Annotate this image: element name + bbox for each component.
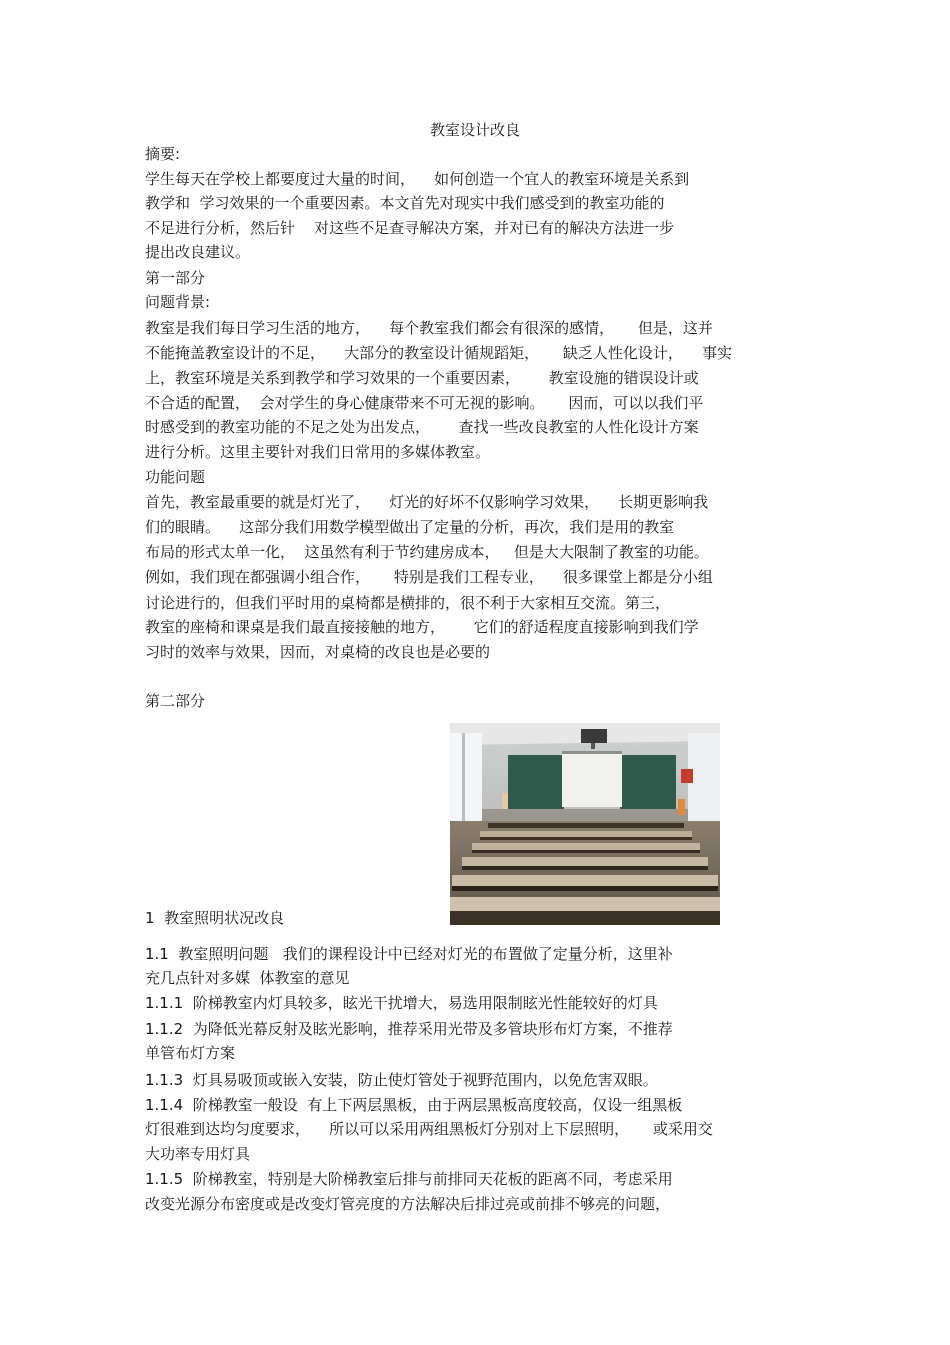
background-line: 时感受到的教室功能的不足之处为出发点， 查找一些改良教室的人性化设计方案: [145, 418, 699, 436]
section-line: 1.1 教室照明问题 我们的课程设计中已经对灯光的布置做了定量分析，这里补: [145, 945, 673, 963]
section-line: 充几点针对多媒 体教室的意见: [145, 969, 350, 987]
section-line: 1.1.3 灯具易吸顶或嵌入安装，防止使灯管处于视野范围内，以免危害双眼。: [145, 1071, 658, 1089]
section-line: 1.1.1 阶梯教室内灯具较多，眩光干扰增大，易选用限制眩光性能较好的灯具: [145, 994, 658, 1012]
function-line: 讨论进行的，但我们平时用的桌椅都是横排的，很不利于大家相互交流。第三，: [145, 594, 671, 612]
function-line: 教室的座椅和课桌是我们最直接接触的地方， 它们的舒适程度直接影响到我们学: [145, 618, 699, 636]
function-line: 例如，我们现在都强调小组合作， 特别是我们工程专业， 很多课堂上都是分小组: [145, 568, 713, 586]
abstract-line: 学生每天在学校上都要度过大量的时间， 如何创造一个宜人的教室环境是关系到: [145, 170, 690, 188]
abstract-line: 提出改良建议。: [145, 243, 251, 261]
classroom-photo: [450, 723, 720, 925]
section-line: 1.1.2 为降低光幕反射及眩光影响，推荐采用光带及多管块形布灯方案，不推荐: [145, 1020, 673, 1038]
part1-heading: 第一部分: [145, 269, 206, 287]
function-line: 布局的形式太单一化， 这虽然有利于节约建房成本， 但是大大限制了教室的功能。: [145, 543, 709, 561]
part2-heading: 第二部分: [145, 692, 206, 710]
section-line: 1.1.4 阶梯教室一般设 有上下两层黑板，由于两层黑板高度较高，仅设一组黑板: [145, 1096, 683, 1114]
section-line: 改变光源分布密度或是改变灯管亮度的方法解决后排过亮或前排不够亮的问题，: [145, 1195, 671, 1213]
section-line: 单管布灯方案: [145, 1044, 236, 1062]
abstract-heading: 摘要:: [145, 145, 181, 163]
abstract-line: 不足进行分析，然后针 对这些不足查寻解决方案，并对已有的解决方法进一步: [145, 219, 675, 237]
section1-heading: 1 教室照明状况改良: [145, 909, 285, 927]
document-title: 教室设计改良: [429, 121, 520, 139]
background-line: 不能掩盖教室设计的不足， 大部分的教室设计循规蹈矩， 缺乏人性化设计， 事实: [145, 344, 732, 362]
function-line: 习时的效率与效果，因而，对桌椅的改良也是必要的: [145, 643, 491, 661]
background-line: 不合适的配置， 会对学生的身心健康带来不可无视的影响。 因而，可以以我们平: [145, 394, 704, 412]
section-line: 灯很难到达均匀度要求， 所以可以采用两组黑板灯分别对上下层照明， 或采用交: [145, 1120, 713, 1138]
background-line: 进行分析。这里主要针对我们日常用的多媒体教室。: [145, 443, 491, 461]
background-heading: 问题背景:: [145, 293, 211, 311]
background-line: 上，教室环境是关系到教学和学习效果的一个重要因素， 教室设施的错误设计或: [145, 369, 699, 387]
background-line: 教室是我们每日学习生活的地方， 每个教室我们都会有很深的感情， 但是，这并: [145, 319, 713, 337]
section-line: 1.1.5 阶梯教室，特别是大阶梯教室后排与前排同天花板的距离不同，考虑采用: [145, 1170, 673, 1188]
function-heading: 功能问题: [145, 468, 206, 486]
function-line: 首先，教室最重要的就是灯光了， 灯光的好坏不仅影响学习效果， 长期更影响我: [145, 493, 709, 511]
section-line: 大功率专用灯具: [145, 1145, 251, 1163]
abstract-line: 教学和 学习效果的一个重要因素。本文首先对现实中我们感受到的教室功能的: [145, 194, 665, 212]
function-line: 们的眼睛。 这部分我们用数学模型做出了定量的分析，再次，我们是用的教室: [145, 518, 675, 536]
